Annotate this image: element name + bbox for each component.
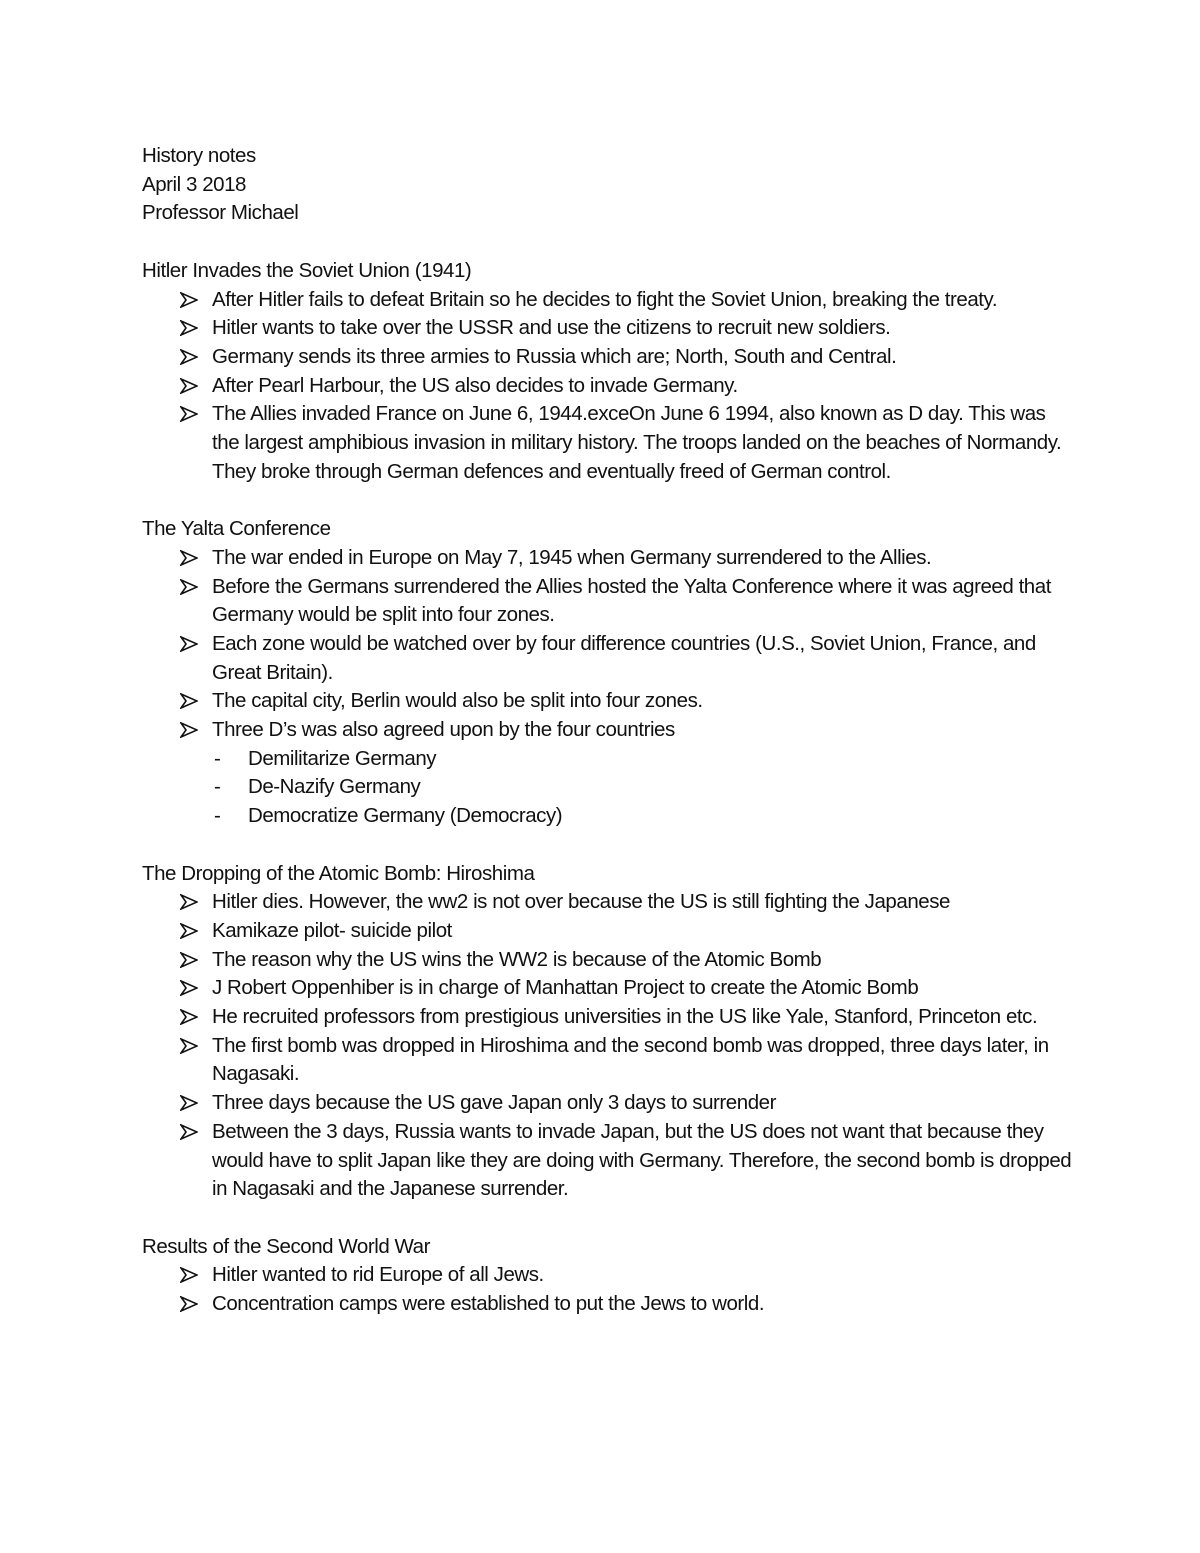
arrowhead-bullet-icon — [180, 579, 198, 595]
arrowhead-bullet-icon — [180, 1038, 198, 1054]
list-item-text: The capital city, Berlin would also be split into four zones. — [212, 689, 703, 713]
list-item — [142, 1290, 1072, 1319]
list-item — [142, 314, 1072, 343]
list-item-text: Three D’s was also agreed upon by the four countries — [212, 718, 675, 742]
arrowhead-bullet-icon — [180, 1267, 198, 1283]
bullet-list — [142, 888, 1072, 1204]
list-item — [142, 400, 1072, 486]
arrowhead-bullet-icon — [180, 923, 198, 939]
list-item — [142, 1089, 1072, 1118]
arrowhead-bullet-icon — [180, 349, 198, 365]
arrowhead-bullet-icon — [180, 693, 198, 709]
list-item-text: He recruited professors from prestigious universities in the US like Yale, Stanford, Princeton etc. — [212, 1005, 1038, 1029]
section-title: The Yalta Conference — [142, 517, 331, 541]
arrowhead-bullet-icon — [180, 550, 198, 566]
arrowhead-bullet-icon — [180, 320, 198, 336]
arrowhead-bullet-icon — [180, 894, 198, 910]
list-item — [142, 343, 1072, 372]
blank-line — [142, 486, 1072, 515]
list-item — [142, 888, 1072, 917]
list-item-text: The war ended in Europe on May 7, 1945 when Germany surrendered to the Allies. — [212, 545, 932, 569]
arrowhead-bullet-icon — [180, 406, 198, 422]
list-item — [142, 286, 1072, 315]
arrowhead-bullet-icon — [180, 378, 198, 394]
arrowhead-bullet-icon — [180, 722, 198, 738]
list-item-text: The reason why the US wins the WW2 is because of the Atomic Bomb — [212, 947, 822, 971]
arrowhead-bullet-icon — [180, 1009, 198, 1025]
sublist-item — [212, 745, 1072, 774]
sublist-item-text: Democratize Germany (Democracy) — [248, 804, 563, 828]
document-date: April 3 2018 — [142, 172, 247, 196]
dash-marker: - — [214, 804, 221, 828]
sublist-item-text: Demilitarize Germany — [248, 746, 437, 770]
arrowhead-bullet-icon — [180, 1296, 198, 1312]
list-item-text: Between the 3 days, Russia wants to invade Japan, but the US does not want that because they would have to split Japan like they are doing with Germany. Therefore, the second bomb is dropped in Nagasaki and the Japanese surrender. — [212, 1119, 1072, 1201]
list-item-text: Hitler wanted to rid Europe of all Jews. — [212, 1263, 544, 1287]
arrowhead-bullet-icon — [180, 952, 198, 968]
arrowhead-bullet-icon — [180, 1095, 198, 1111]
list-item — [142, 630, 1072, 687]
bullet-list — [142, 1261, 1072, 1318]
section-title: The Dropping of the Atomic Bomb: Hiroshima — [142, 861, 535, 885]
list-item — [142, 917, 1072, 946]
sublist-item-text: De-Nazify Germany — [248, 775, 421, 799]
arrowhead-bullet-icon — [180, 636, 198, 652]
list-item-text: Before the Germans surrendered the Allies hosted the Yalta Conference where it was agreed that Germany would be split into four zones. — [212, 574, 1051, 627]
dash-marker: - — [214, 746, 221, 770]
bullet-list — [142, 544, 1072, 831]
list-item-text: Germany sends its three armies to Russia which are; North, South and Central. — [212, 344, 897, 368]
list-item — [142, 1003, 1072, 1032]
list-item-text: After Hitler fails to defeat Britain so he decides to fight the Soviet Union, breaking the treaty. — [212, 287, 998, 311]
list-item — [142, 573, 1072, 630]
document-page — [142, 142, 1072, 1319]
list-item — [142, 1261, 1072, 1290]
arrowhead-bullet-icon — [180, 292, 198, 308]
arrowhead-bullet-icon — [180, 980, 198, 996]
blank-line — [142, 831, 1072, 860]
sublist-item — [212, 802, 1072, 831]
bullet-list — [142, 286, 1072, 487]
list-item-text: The first bomb was dropped in Hiroshima and the second bomb was dropped, three days later, in Nagasaki. — [212, 1033, 1049, 1086]
blank-line — [142, 1204, 1072, 1233]
blank-line — [142, 228, 1072, 257]
document-title: History notes — [142, 144, 256, 167]
list-item-text: Concentration camps were established to put the Jews to world. — [212, 1292, 765, 1316]
arrowhead-bullet-icon — [180, 1124, 198, 1140]
dash-marker: - — [214, 775, 221, 799]
list-item — [142, 372, 1072, 401]
list-item-text: After Pearl Harbour, the US also decides to invade Germany. — [212, 373, 738, 397]
list-item-text: Hitler dies. However, the ww2 is not over because the US is still fighting the Japanese — [212, 890, 950, 914]
dash-sublist — [212, 745, 1072, 831]
list-item-text: Each zone would be watched over by four difference countries (U.S., Soviet Union, France, and Great Britain). — [212, 631, 1036, 684]
list-item — [142, 544, 1072, 573]
section-title: Hitler Invades the Soviet Union (1941) — [142, 258, 472, 282]
list-item-text: J Robert Oppenhiber is in charge of Manhattan Project to create the Atomic Bomb — [212, 976, 919, 1000]
sublist-item — [212, 773, 1072, 802]
list-item-text: Three days because the US gave Japan only 3 days to surrender — [212, 1091, 776, 1115]
list-item — [142, 716, 1072, 831]
list-item — [142, 946, 1072, 975]
list-item-text: Kamikaze pilot- suicide pilot — [212, 918, 452, 942]
document-professor: Professor Michael — [142, 201, 299, 225]
list-item — [142, 1118, 1072, 1204]
section-title: Results of the Second World War — [142, 1234, 430, 1258]
list-item — [142, 687, 1072, 716]
list-item-text: Hitler wants to take over the USSR and use the citizens to recruit new soldiers. — [212, 316, 891, 340]
list-item — [142, 1032, 1072, 1089]
list-item-text: The Allies invaded France on June 6, 1944.exceOn June 6 1994, also known as D day. This was the largest amphibious invasion in military history. The troops landed on the beaches of Normandy. They broke through German defences and eventually freed of German control. — [212, 402, 1062, 483]
list-item — [142, 974, 1072, 1003]
